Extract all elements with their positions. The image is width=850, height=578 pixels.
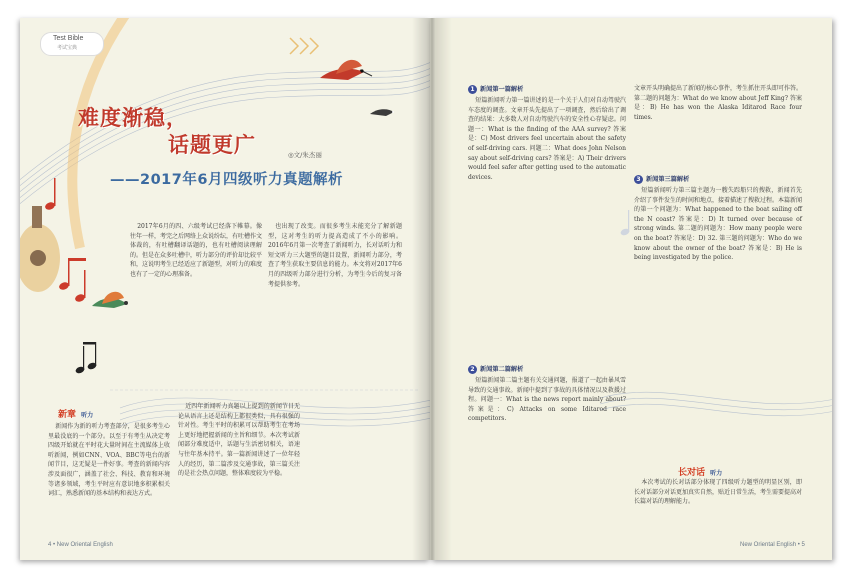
section-subtitle: 考试宝典 xyxy=(57,45,78,51)
dialog-tag-label: 长对话 xyxy=(678,468,706,478)
article-title-line2: 话题更广 xyxy=(168,133,256,157)
test-bible-badge xyxy=(40,32,104,56)
left-page-number: 4 xyxy=(48,542,52,548)
section1-heading: 1 新闻第一篇解析 xyxy=(468,84,523,94)
left-footer: 4 • New Oriental English xyxy=(48,542,113,548)
section1-title: 新闻第一篇解析 xyxy=(480,86,524,93)
section3-text: 短篇新闻听力第三篇主题为一艘失踪船只的搜救，新闻首先介绍了事件发生的时间和地点，接着描述了搜救过程。本篇新闻的第一个问题为：What happened to the boat sailing off the N coast? 答案是：D) It turned over because of strong winds. 第二题的问题为：How many people were on the boat? 答案是：D) 32. 第三题的问题为：Who do we know about the owner of the boat? 答案是：B) He is being investigated by the police. xyxy=(634,187,803,262)
section3-title: 新闻第三篇解析 xyxy=(646,176,690,183)
left-magazine-name: New Oriental English xyxy=(56,542,113,548)
dialog-text: 本次考试的长对话部分体现了四级听力题型的明显区别，即长对话部分对话更加真实自然，贴近日常生活，考生需要提高对长篇对话的理解能力。 xyxy=(634,479,803,506)
right-magazine-name: New Oriental English xyxy=(740,542,797,548)
article-author: ◎文/朱杰丽 xyxy=(288,151,322,159)
section2-text: 短篇新闻第二篇主题有关交通问题，报道了一起由暴风雪导致的交通事故。新闻中提到了事故的具体情况以及救援过程。问题一：What is the news report mainly about? 答案是：C) Attacks on some Iditarod race competitors. xyxy=(468,377,626,423)
section2-title: 新闻第二篇解析 xyxy=(480,366,524,373)
intro-paragraph-col1: 2017年6月的四、六级考试已经落下帷幕。像往年一样，考完之后网络上众说纷纭，有吐槽作文体裁的，有吐槽翻译话题的，也有吐槽阅读理解的。但是在众多吐槽中，听力部分的评价却比较平和，这说明考生已经适应了新题型，对听力的难度也有了一定的心理准备。 xyxy=(130,223,263,278)
section1-text: 短篇新闻听力第一篇讲述的是一个关于人们对自动驾驶汽车态度的调查。文章开头先提出了一项调查，然后给出了调查的结果：大多数人对自动驾驶汽车的安全性心存疑虑。问题一：What is the finding of the AAA survey? 答案是：C) Most drivers feel uncertain about the safety of self-driving cars. 问题二：What does John Nelson say about self-driving cars? 答案是：A) Their drivers would feel safer after getting used to the automatic devices. xyxy=(468,97,626,181)
news-tag-sub: 听力 xyxy=(81,412,94,419)
right-footer: New Oriental English • 5 xyxy=(740,542,805,548)
right-page xyxy=(430,18,832,560)
dialog-tag-sub: 听力 xyxy=(710,470,723,477)
news-tag-label: 新章 xyxy=(58,410,77,420)
section3-heading: 3 新闻第三篇解析 xyxy=(634,174,689,184)
right-page-number: 5 xyxy=(801,542,805,548)
news-body-col1: 新闻作为新的听力考查部分，是很多考生心里最没底的一个部分。以至于有考生从决定考四级开始就在平时花大量时间在主流媒体上收听新闻，例如CNN、VOA、BBC等电台的新闻节目，这无疑是一件好事。考查的新闻内容涉及面很广，涵盖了社会、科技、教育和环境等诸多领域，考生平时应有意识地多积累相关词汇，熟悉新闻的基本结构和表达方式。 xyxy=(48,423,170,498)
article-title-line1: 难度渐稳， xyxy=(78,106,188,130)
news-listening-tag xyxy=(58,402,94,420)
section-title: Test Bible xyxy=(53,35,84,42)
left-page xyxy=(20,18,430,560)
news-body-col2: 近四年新闻听力真题以上提到的新闻节目无论从语言上还是结构上都很类似，具有很强的针对性。考生平时的积累可以帮助考生在考场上更好地把握新闻的主旨和细节。本次考试新闻部分难度适中，话题与生活密切相关，语速与往年基本持平。第一篇新闻讲述了一位年轻人的经历，第二篇涉及交通事故，第三篇关注的是社会热点问题，整体难度较为平稳。 xyxy=(178,403,300,478)
intro-paragraph-col2: 也出现了改变。而很多考生未能充分了解新题型，这对考生的听力提高造成了不小的影响。2016年6月第一次考查了新闻听力，长对话听力和短文听力三大题型的题目设置，新闻听力部分，考查了考生获取主要信息的能力。本文将对2017年6月的四级听力部分进行分析，为考生今后的复习备考提供参考。 xyxy=(268,223,402,288)
magazine-spread xyxy=(20,18,832,560)
section2-continued-text: 文章开头明确提出了新闻的核心事件，考生抓住开头即可作答。第二题的问题为：What do we know about Jeff King? 答案是：B) He has won the Alaska Iditarod Race four times. xyxy=(634,85,803,121)
article-subtitle: ——2017年6月四级听力真题解析 xyxy=(110,172,343,188)
long-dialog-tag xyxy=(678,460,723,478)
section2-heading: 2 新闻第二篇解析 xyxy=(468,364,523,374)
